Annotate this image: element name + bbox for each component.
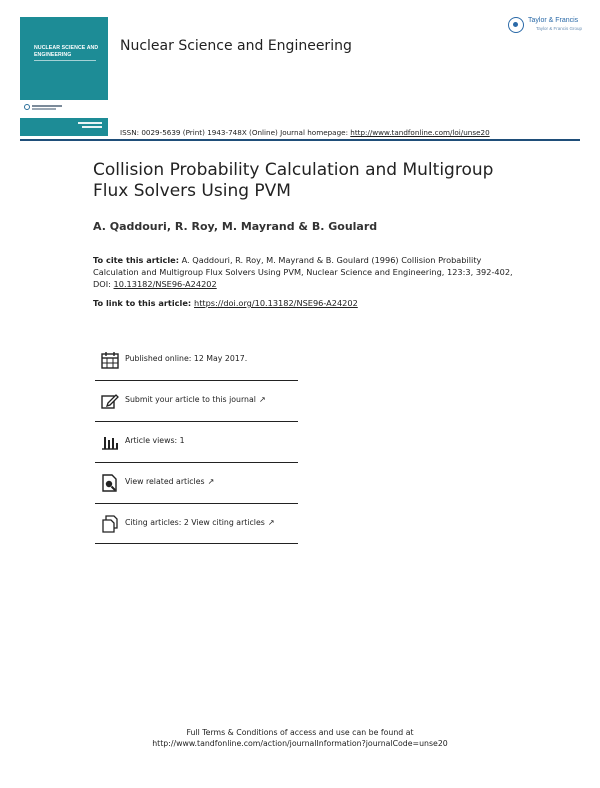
footer-terms: Full Terms & Conditions of access and use can be found at <box>186 728 414 737</box>
search-document-icon <box>100 473 120 493</box>
row-divider <box>95 543 298 544</box>
journal-name: Nuclear Science and Engineering <box>120 38 352 54</box>
publisher-logo-icon <box>508 17 524 33</box>
article-views-row <box>95 422 298 463</box>
external-link-icon: ↗ <box>207 477 215 486</box>
cite-label: To cite this article: <box>93 255 179 265</box>
cite-doi-link[interactable]: 10.13182/NSE96-A24202 <box>113 279 217 289</box>
cover-logo-icon <box>24 104 30 110</box>
citing-articles-text[interactable]: Citing articles: 2 View citing articles <box>125 518 265 527</box>
issn-text: ISSN: 0029-5639 (Print) 1943-748X (Online) Journal homepage: <box>120 128 351 137</box>
related-articles-row[interactable] <box>95 463 298 504</box>
published-online-row <box>95 340 298 381</box>
calendar-icon <box>100 350 120 370</box>
article-authors: A. Qaddouri, R. Roy, M. Mayrand & B. Goulard <box>93 220 378 233</box>
edit-icon <box>100 391 120 411</box>
citing-articles-label[interactable] <box>125 518 275 527</box>
journal-homepage-link[interactable]: http://www.tandfonline.com/loi/unse20 <box>350 128 490 137</box>
citing-articles-row[interactable] <box>95 504 298 545</box>
submit-article-row[interactable] <box>95 381 298 422</box>
related-articles-label[interactable] <box>125 477 214 486</box>
link-label: To link to this article: <box>93 298 194 308</box>
cover-publisher-logo <box>24 103 62 111</box>
external-link-icon: ↗ <box>258 395 266 404</box>
issn-line <box>120 128 490 137</box>
publisher-brand: Taylor & Francis <box>528 17 579 24</box>
article-doi-link[interactable]: https://doi.org/10.13182/NSE96-A24202 <box>194 298 358 308</box>
publisher-logo[interactable] <box>508 17 588 35</box>
cover-title: NUCLEAR SCIENCE AND ENGINEERING <box>34 45 99 58</box>
cover-fineprint-2 <box>82 126 102 128</box>
footer <box>0 727 600 749</box>
footer-terms-link[interactable]: http://www.tandfonline.com/action/journalInformation?journalCode=unse20 <box>152 739 448 748</box>
cover-logo-text <box>32 105 62 107</box>
cover-logo-text-2 <box>32 108 56 110</box>
submit-article-label[interactable] <box>125 395 266 404</box>
publisher-sub: Taylor & Francis Group <box>536 26 583 31</box>
published-online-label: Published online: 12 May 2017. <box>125 354 248 363</box>
cover-fineprint <box>78 122 102 124</box>
citation-block <box>93 254 513 290</box>
header-divider <box>20 139 580 141</box>
external-link-icon: ↗ <box>267 518 275 527</box>
submit-article-text[interactable]: Submit your article to this journal <box>125 395 256 404</box>
bar-chart-icon <box>100 432 120 452</box>
related-articles-text[interactable]: View related articles <box>125 477 205 486</box>
citing-articles-icon <box>100 514 120 534</box>
article-title: Collision Probability Calculation and Multigroup Flux Solvers Using PVM <box>93 160 494 201</box>
article-views-label: Article views: 1 <box>125 436 185 445</box>
journal-cover <box>20 17 108 136</box>
cite-text: A. Qaddouri, R. Roy, M. Mayrand & B. Goulard (1996) Collision Probability Calculation and Multigroup Flux Solvers Using PVM, Nuclear Science and Engineering, 123:3, 392-402, DOI: <box>93 255 513 289</box>
article-link-line <box>93 298 358 308</box>
cover-divider <box>34 60 96 61</box>
